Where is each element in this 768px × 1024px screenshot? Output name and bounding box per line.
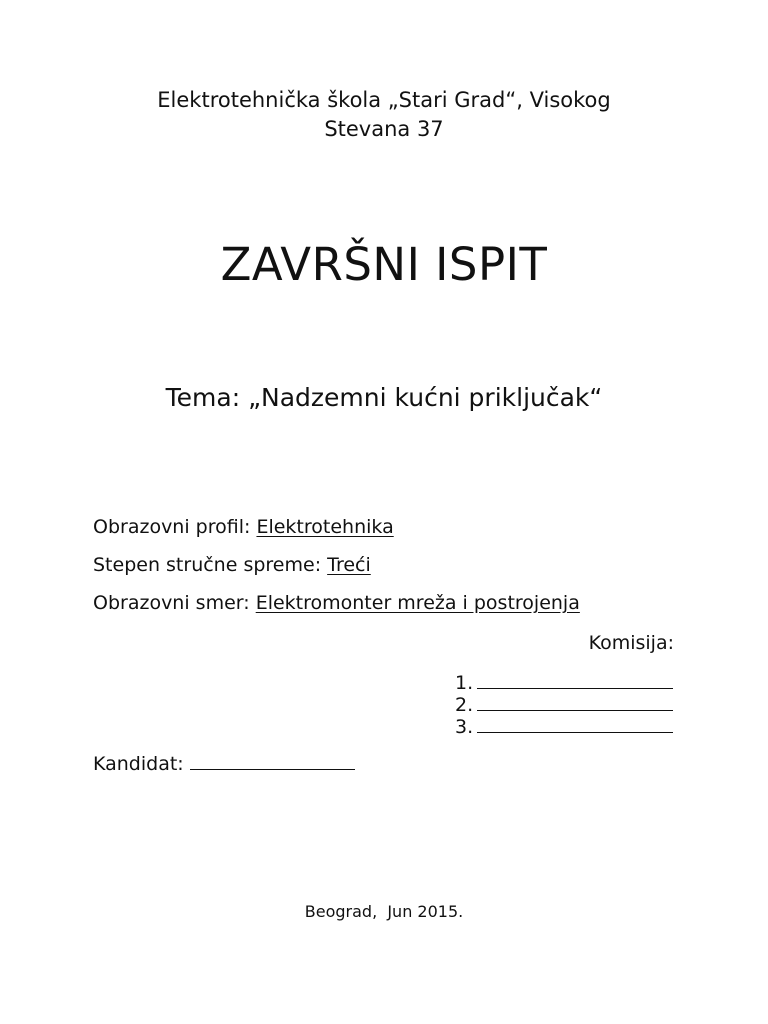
committee-member-number: 1. — [455, 672, 474, 694]
education-track-row — [93, 590, 580, 616]
committee-member-3 — [455, 714, 673, 738]
committee-member-signature-line — [477, 714, 673, 733]
committee-member-number: 2. — [455, 694, 474, 716]
education-track-label: Obrazovni smer: — [93, 592, 256, 614]
exam-topic: Tema: „Nadzemni kućni priključak“ — [165, 383, 603, 412]
profile-value: Elektrotehnika — [256, 516, 394, 538]
qualification-level-label: Stepen stručne spreme: — [93, 554, 328, 576]
candidate-row — [93, 751, 355, 777]
committee-member-signature-line — [477, 670, 673, 689]
school-address: Stevana 37 — [324, 117, 444, 141]
education-track-value: Elektromonter mreža i postrojenja — [255, 592, 580, 614]
candidate-signature-line — [190, 751, 355, 770]
committee-member-number: 3. — [455, 716, 474, 738]
committee-member-2 — [455, 692, 673, 716]
committee-member-1 — [455, 670, 673, 694]
profile-row — [93, 514, 394, 540]
qualification-level-value: Treći — [327, 554, 371, 576]
committee-label: Komisija: — [588, 632, 674, 654]
exam-title: ZAVRŠNI ISPIT — [220, 238, 548, 291]
school-name: Elektrotehnička škola „Stari Grad“, Visokog — [157, 88, 611, 112]
committee-member-signature-line — [477, 692, 673, 711]
qualification-level-row — [93, 552, 371, 578]
candidate-label: Kandidat: — [93, 753, 184, 775]
place-and-date: Beograd, Jun 2015. — [304, 902, 464, 921]
profile-label: Obrazovni profil: — [93, 516, 257, 538]
